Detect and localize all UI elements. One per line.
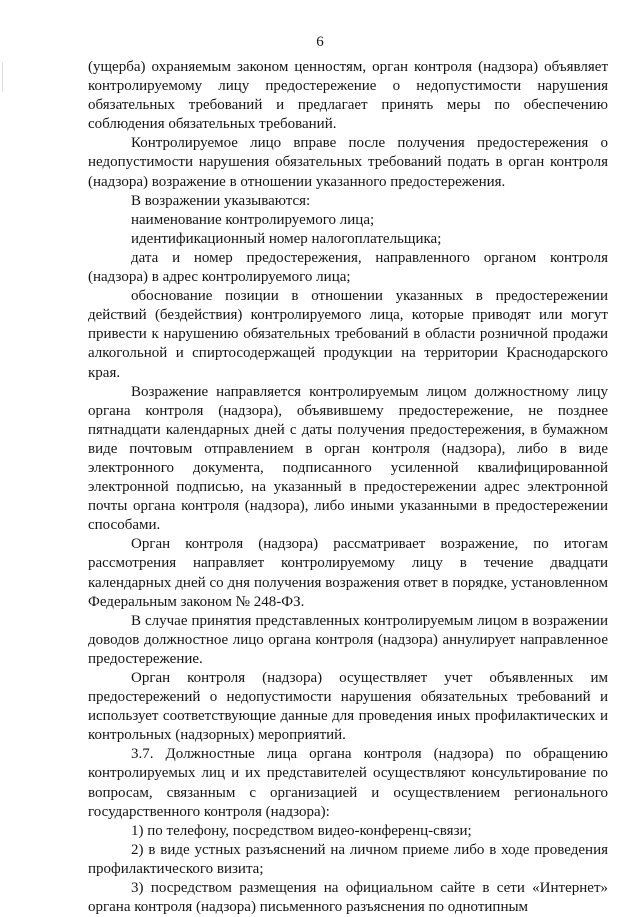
- paragraph: дата и номер предостережения, направленного органом контроля (надзора) в адрес контролируемого лица;: [88, 249, 608, 286]
- paragraph: 3) посредством размещения на официальном сайте в сети «Интернет» органа контроля (надзора) письменного разъяснения по однотипным: [88, 880, 608, 916]
- paragraph: 2) в виде устных разъяснений на личном приеме либо в ходе проведения профилактического визита;: [88, 841, 608, 877]
- paragraph: 3.7. Должностные лица органа контроля (надзора) по обращению контролируемых лиц и их представителей осуществляют консультирование по вопросам, связанным с организацией и осуществлением регионального государственного контроля (надзора):: [88, 746, 608, 820]
- paragraph: Контролируемое лицо вправе после получения предостережения о недопустимости нарушения обязательных требований подать в орган контроля (надзора) возражение в отношении указанного предостережения.: [88, 135, 608, 190]
- paragraph: наименование контролируемого лица;: [131, 211, 375, 228]
- paragraph: Орган контроля (надзора) осуществляет учет объявленных им предостережений о недопустимости нарушения обязательных требований и использует соответствующие данные для проведения иных профилактических и контрольных (надзорных) мероприятий.: [88, 670, 608, 744]
- paragraph: В случае принятия представленных контролируемым лицом в возражении доводов должностное лицо органа контроля (надзора) аннулирует направленное предостережение.: [88, 612, 608, 667]
- margin-scan-mark: [2, 62, 9, 92]
- paragraph: 1) по телефону, посредством видео-конференц-связи;: [131, 822, 472, 839]
- page-number: 6: [316, 34, 324, 50]
- paragraph: Возражение направляется контролируемым лицом должностному лицу органа контроля (надзора), объявившему предостережение, не позднее пятнадцати календарных дней с даты получения предостережения, в бумажном виде почтовым отправлением в орган контроля (надзора), либо в виде электронного документа, подписанного усиленной квалифицированной электронной подписью, на указанный в предостережении адрес электронной почты органа контроля (надзора), либо иными указанными в предостережении способами.: [88, 383, 608, 534]
- paragraph: В возражении указываются:: [131, 192, 311, 209]
- paragraph: обоснование позиции в отношении указанных в предостережении действий (бездействия) контролируемого лица, которые приводят или могут привести к нарушению обязательных требований в области розничной продажи алкогольной и спиртосодержащей продукции на территории Краснодарского края.: [88, 288, 608, 381]
- document-body: [88, 58, 608, 917]
- paragraph: Орган контроля (надзора) рассматривает возражение, по итогам рассмотрения направляет контролируемому лицу в течение двадцати календарных дней со дня получения возражения ответ в порядке, установленном Федеральным законом № 248-ФЗ.: [88, 536, 608, 610]
- paragraph: (ущерба) охраняемым законом ценностям, орган контроля (надзора) объявляет контролируемому лицу предостережение о недопустимости нарушения обязательных требований и предлагает принять меры по обеспечению соблюдения обязательных требований.: [88, 59, 608, 133]
- paragraph: идентификационный номер налогоплательщика;: [131, 230, 442, 247]
